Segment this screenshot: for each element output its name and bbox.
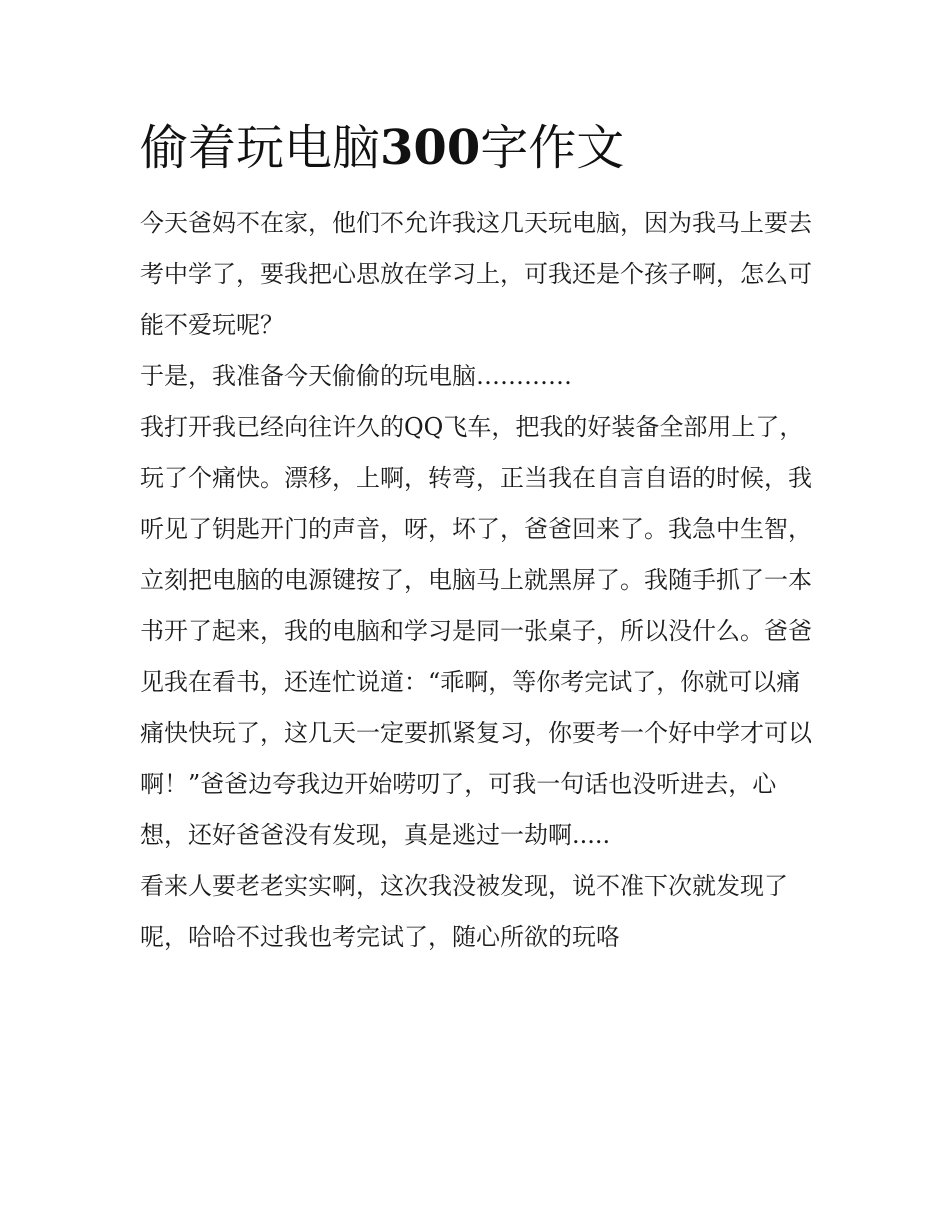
page-title (140, 112, 812, 184)
title-suffix: 字作文 (480, 120, 625, 176)
title-number: 300 (380, 120, 481, 176)
document-body (140, 112, 812, 963)
paragraph-1: 今天爸妈不在家，他们不允许我这几天玩电脑，因为我马上要去考中学了，要我把心思放在学习上，可我还是个孩子啊，怎么可能不爱玩呢？ (140, 209, 812, 339)
paragraph-3: 我打开我已经向往许久的QQ飞车，把我的好装备全部用上了，玩了个痛快。漂移，上啊，转弯，正当我在自言自语的时候，我听见了钥匙开门的声音，呀，坏了，爸爸回来了。我急中生智，立刻把电脑的电源键按了，电脑马上就黑屏了。我随手抓了一本书开了起来，我的电脑和学习是同一张桌子，所以没什么。爸爸见我在看书，还连忙说道：“乖啊，等你考完试了，你就可以痛痛快快玩了，这几天一定要抓紧复习，你要考一个好中学才可以啊！”爸爸边夸我边开始唠叨了，可我一句话也没听进去，心想，还好爸爸没有发现，真是逃过一劫啊..... (140, 413, 812, 849)
paragraph-4: 看来人要老老实实啊，这次我没被发现，说不准下次就发现了呢，哈哈不过我也考完试了，随心所欲的玩咯 (140, 872, 788, 951)
paragraph-2: 于是，我准备今天偷偷的玩电脑………… (140, 362, 572, 390)
title-prefix: 偷着玩电脑 (140, 120, 381, 176)
